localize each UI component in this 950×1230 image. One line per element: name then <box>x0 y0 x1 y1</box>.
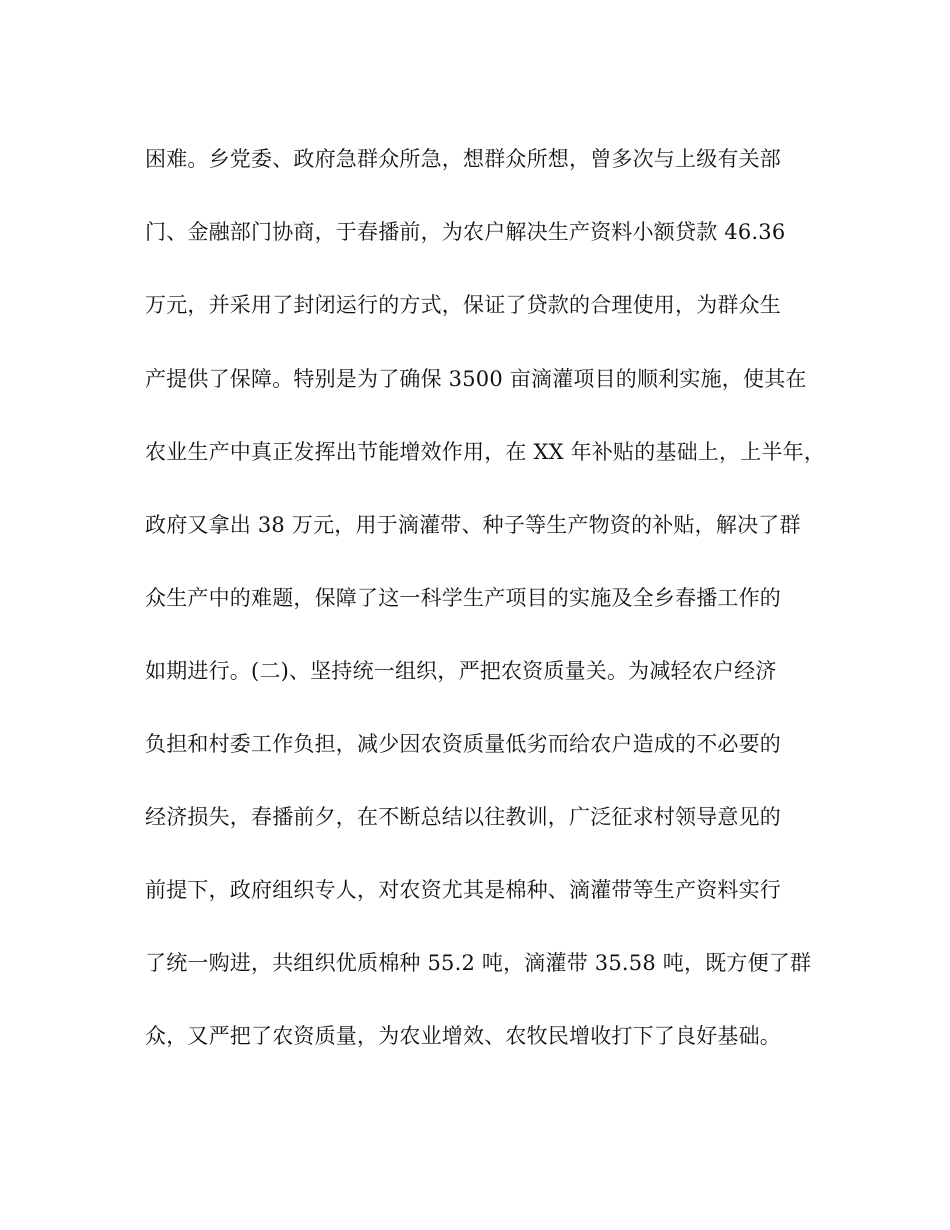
text-line: 如期进行。(二)、坚持统一组织，严把农资质量关。为减轻农户经济 <box>145 659 777 683</box>
text-line: 经济损失，春播前夕，在不断总结以往教训，广泛征求村领导意见的 <box>145 805 781 829</box>
text-line: 万元，并采用了封闭运行的方式，保证了贷款的合理使用，为群众生 <box>145 293 781 317</box>
text-line: 了统一购进，共组织优质棉种 55.2 吨，滴灌带 35.58 吨，既方便了群 <box>145 951 812 975</box>
text-line: 前提下，政府组织专人，对农资尤其是棉种、滴灌带等生产资料实行 <box>145 878 781 902</box>
text-line: 农业生产中真正发挥出节能增效作用，在 XX 年补贴的基础上，上半年， <box>145 440 826 464</box>
text-line: 众生产中的难题，保障了这一科学生产项目的实施及全乡春播工作的 <box>145 586 781 610</box>
text-line: 门、金融部门协商，于春播前，为农户解决生产资料小额贷款 46.36 <box>145 220 786 244</box>
text-line: 困难。乡党委、政府急群众所急，想群众所想，曾多次与上级有关部 <box>145 147 781 171</box>
text-line: 负担和村委工作负担，减少因农资质量低劣而给农户造成的不必要的 <box>145 732 781 756</box>
text-line: 政府又拿出 38 万元，用于滴灌带、种子等生产物资的补贴，解决了群 <box>145 513 801 537</box>
text-line: 产提供了保障。特别是为了确保 3500 亩滴灌项目的顺利实施，使其在 <box>145 367 807 391</box>
text-line: 众，又严把了农资质量，为农业增效、农牧民增收打下了良好基础。 <box>145 1024 781 1048</box>
